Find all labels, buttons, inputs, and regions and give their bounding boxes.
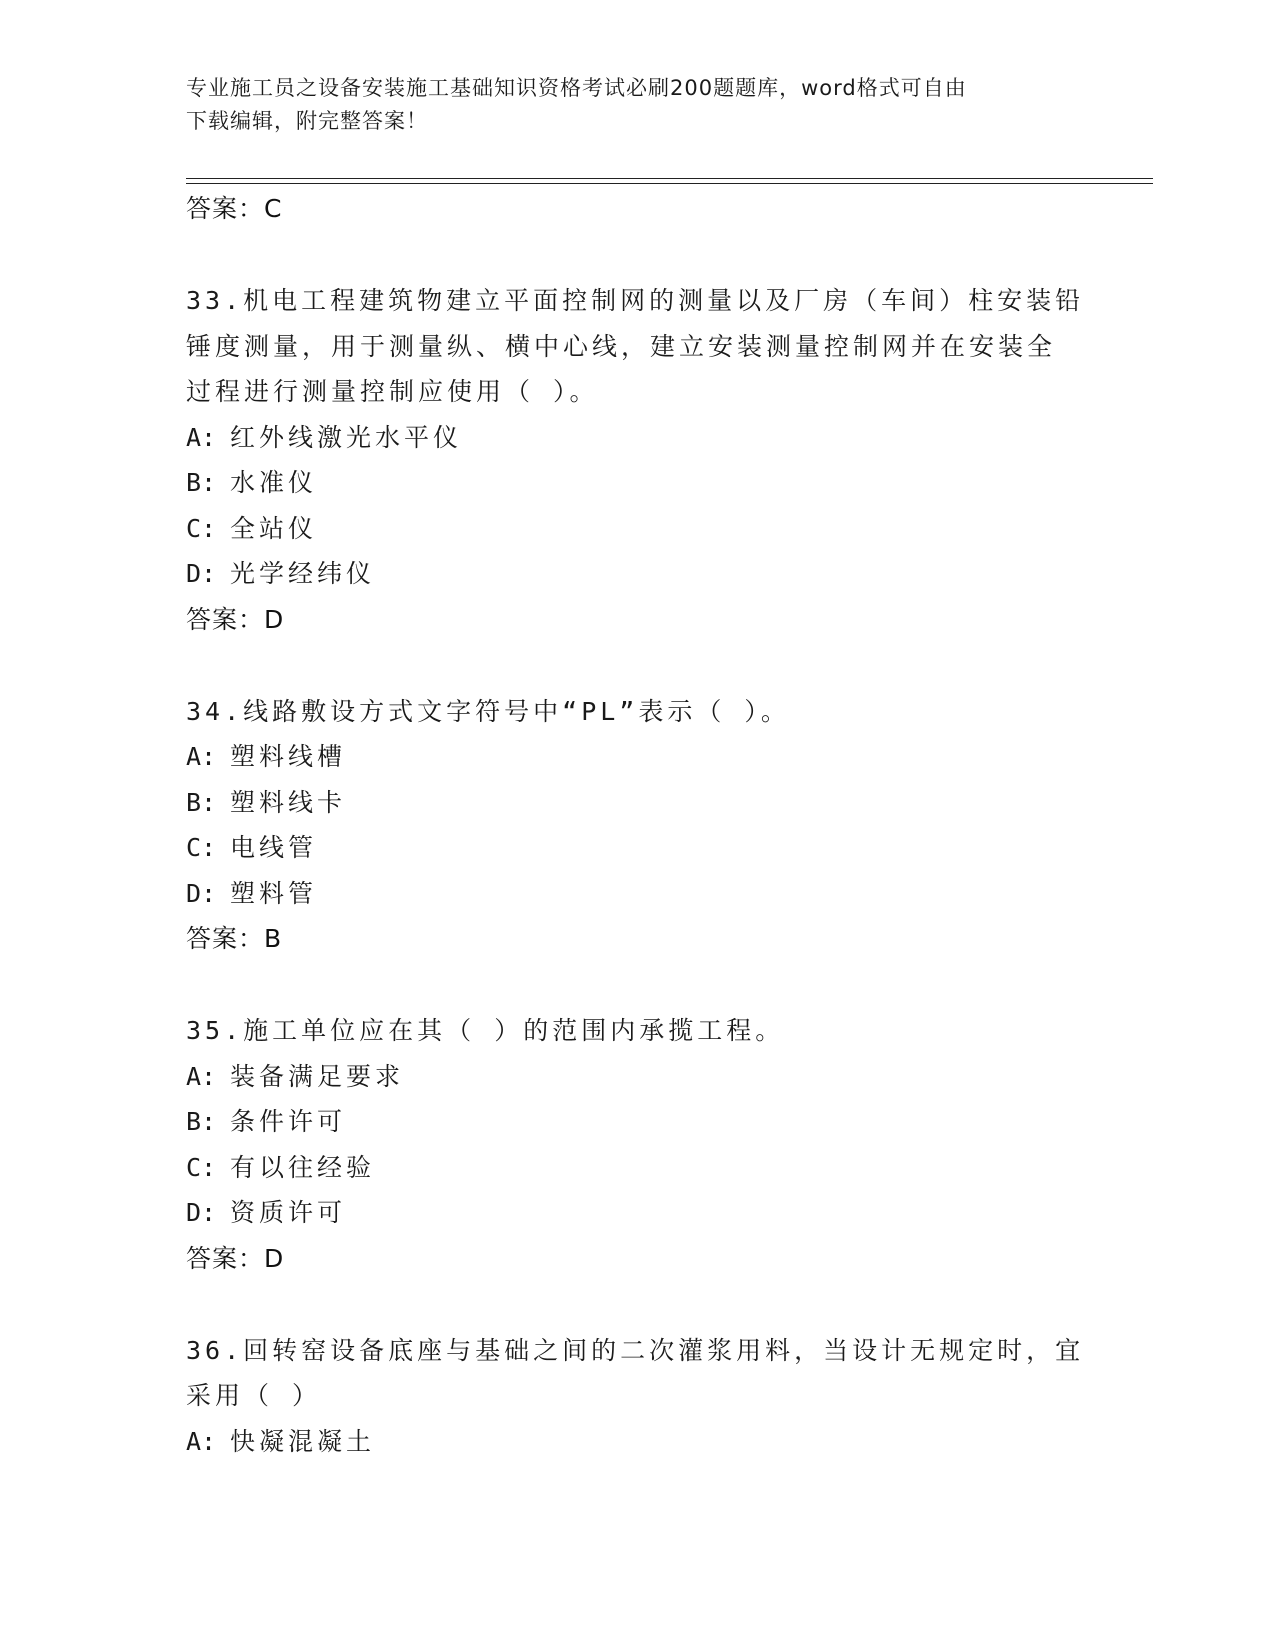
option-b — [186, 460, 1086, 506]
option-text: 塑料线卡 — [230, 787, 347, 817]
question-text-line: 35.施工单位应在其（ ）的范围内承揽工程。 — [186, 1016, 785, 1045]
question-35 — [186, 1008, 1086, 1282]
question-36 — [186, 1328, 1086, 1465]
option-letter: B: — [186, 1107, 217, 1136]
option-b — [186, 780, 1086, 826]
question-list — [186, 186, 1086, 1464]
option-text: 资质许可 — [230, 1198, 347, 1227]
option-letter: C: — [186, 833, 217, 862]
option-c — [186, 825, 1086, 871]
option-text: 快凝混凝土 — [230, 1426, 376, 1456]
option-c — [186, 506, 1086, 552]
answer-line: 答案：D — [186, 1243, 285, 1273]
option-letter: C: — [186, 513, 217, 543]
option-d — [186, 551, 1086, 597]
option-letter: B: — [186, 787, 217, 817]
option-a — [186, 734, 1086, 780]
option-letter: D: — [186, 878, 217, 908]
option-text: 电线管 — [230, 833, 318, 862]
answer-line: 答案：B — [186, 924, 283, 953]
option-text: 水准仪 — [230, 468, 318, 497]
option-c — [186, 1145, 1086, 1191]
option-a — [186, 415, 1086, 461]
option-letter: A: — [186, 742, 217, 771]
answer-line: 答案：C — [186, 194, 283, 223]
question-33 — [186, 278, 1086, 643]
option-text: 条件许可 — [230, 1107, 347, 1136]
option-text: 全站仪 — [230, 513, 318, 543]
option-text: 塑料管 — [230, 878, 318, 908]
option-letter: D: — [186, 559, 217, 588]
option-text: 装备满足要求 — [230, 1061, 405, 1091]
question-text-line: 34.线路敷设方式文字符号中“PL”表示（ ）。 — [186, 696, 790, 726]
option-text: 红外线激光水平仪 — [230, 422, 463, 452]
header-rule-bottom — [186, 183, 1153, 184]
question-text-line: 33.机电工程建筑物建立平面控制网的测量以及厂房（车间）柱安装铅 — [186, 286, 1085, 315]
option-text: 塑料线槽 — [230, 742, 347, 771]
option-letter: D: — [186, 1198, 217, 1227]
answer-line: 答案：D — [186, 604, 285, 634]
question-text-line: 锤度测量，用于测量纵、横中心线，建立安装测量控制网并在安装全 — [186, 331, 1057, 361]
option-letter: C: — [186, 1152, 217, 1182]
option-a — [186, 1054, 1086, 1100]
header-line-1: 专业施工员之设备安装施工基础知识资格考试必刷200题题库，word格式可自由 — [186, 76, 967, 100]
option-d — [186, 1190, 1086, 1236]
question-34 — [186, 689, 1086, 963]
question-text-line: 过程进行测量控制应使用（ ）。 — [186, 377, 599, 406]
document-header — [186, 72, 1066, 138]
question-text-line: 采用（ ） — [186, 1381, 322, 1410]
option-text: 光学经纬仪 — [230, 559, 376, 588]
option-letter: A: — [186, 1061, 217, 1091]
option-d — [186, 871, 1086, 917]
option-letter: A: — [186, 1426, 217, 1456]
option-text: 有以往经验 — [230, 1152, 376, 1182]
option-letter: A: — [186, 422, 217, 452]
question-text-line: 36.回转窑设备底座与基础之间的二次灌浆用料，当设计无规定时，宜 — [186, 1335, 1085, 1365]
option-a — [186, 1419, 1086, 1465]
option-b — [186, 1099, 1086, 1145]
header-rule-top — [186, 178, 1153, 179]
header-line-2: 下载编辑，附完整答案！ — [186, 109, 428, 133]
option-letter: B: — [186, 468, 217, 497]
